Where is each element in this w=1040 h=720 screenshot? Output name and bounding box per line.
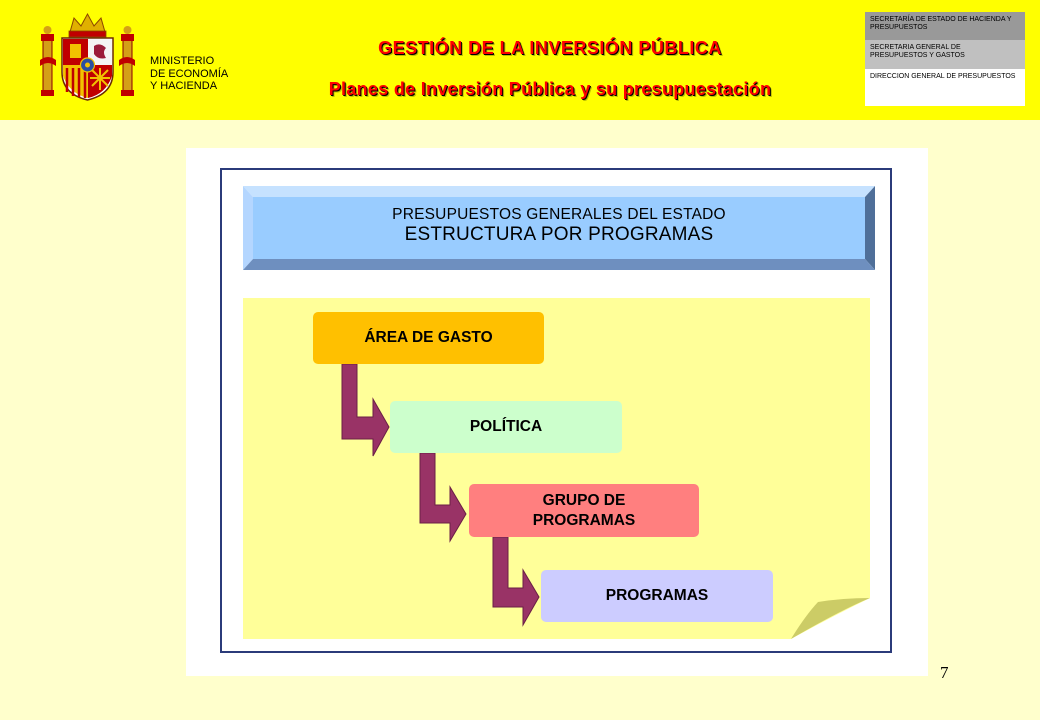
org-level-secretaria-estado: SECRETARÍA DE ESTADO DE HACIENDA Y PRESUPUESTOS bbox=[865, 12, 1025, 40]
ministry-line: Y HACIENDA bbox=[150, 80, 218, 92]
ministry-line: DE ECONOMÍA bbox=[150, 67, 229, 80]
level-programas bbox=[541, 570, 773, 622]
bent-arrow-icon bbox=[342, 364, 389, 456]
page-number: 7 bbox=[940, 663, 949, 682]
structure-title: ESTRUCTURA POR PROGRAMAS bbox=[404, 224, 714, 245]
bent-arrow-icon bbox=[493, 537, 539, 625]
level-label: PROGRAMAS bbox=[605, 587, 709, 604]
ministry-line: MINISTERIO bbox=[150, 55, 215, 67]
slide-title: GESTIÓN DE LA INVERSIÓN PÚBLICA bbox=[378, 38, 722, 58]
org-level-secretaria-general: SECRETARIA GENERAL DE PRESUPUESTOS Y GASTOS bbox=[865, 40, 1025, 69]
slide-subtitle: Planes de Inversión Pública y su presupuestación bbox=[328, 79, 772, 99]
org-level-direccion-general: DIRECCION GENERAL DE PRESUPUESTOS bbox=[865, 69, 1025, 106]
bent-arrow-icon bbox=[420, 453, 466, 541]
level-label: POLÍTICA bbox=[469, 418, 543, 435]
budget-title: PRESUPUESTOS GENERALES DEL ESTADO bbox=[392, 206, 726, 223]
level-area-de-gasto bbox=[313, 312, 544, 364]
level-grupo-de-programas bbox=[469, 484, 699, 537]
level-label: GRUPO DE PROGRAMAS bbox=[532, 491, 636, 529]
level-label: ÁREA DE GASTO bbox=[364, 329, 493, 346]
level-politica bbox=[390, 401, 622, 453]
